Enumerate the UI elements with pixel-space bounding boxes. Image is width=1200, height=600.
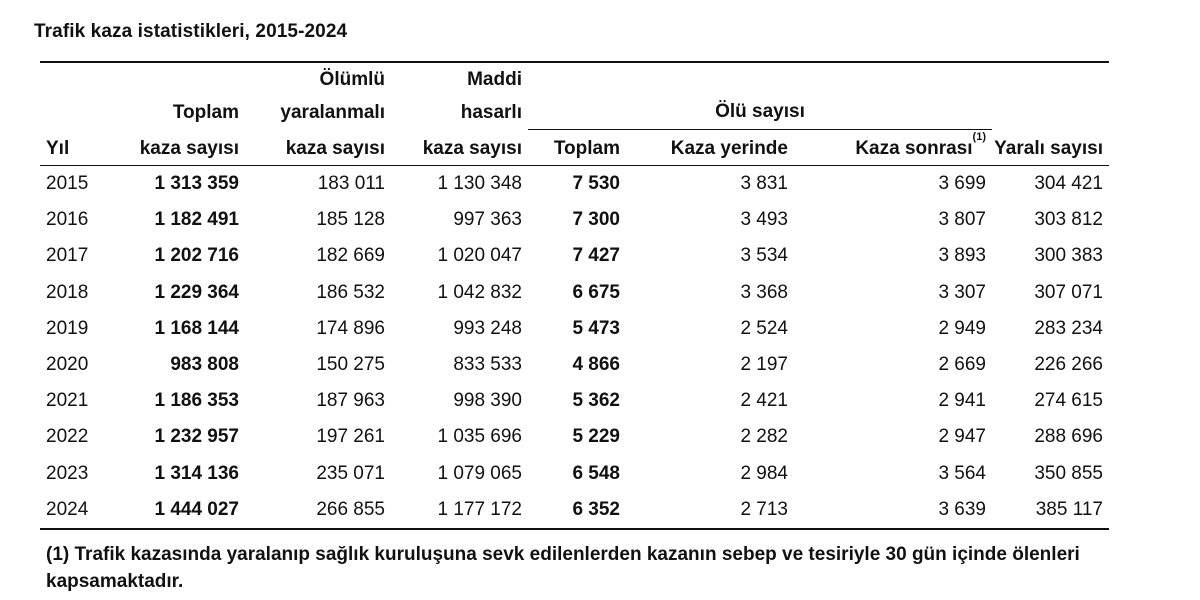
table-row [40,419,1109,455]
cell-total: 1 313 359 [154,173,239,195]
cell-injured: 226 266 [1034,354,1103,376]
cell-fatal: 185 128 [316,209,385,231]
header-fatal-line1: Ölümlü [319,69,385,90]
header-injured: Yaralı sayısı [992,130,1109,166]
cell-damage: 1 020 047 [437,245,522,267]
cell-after: 2 949 [938,317,986,339]
cell-damage: 998 390 [453,390,522,412]
statistics-table-container [40,61,1109,530]
cell-after: 3 564 [938,462,986,484]
cell-year: 2023 [46,462,89,484]
cell-total: 1 182 491 [154,209,239,231]
cell-fatal: 266 855 [245,492,391,529]
cell-after: 3 639 [794,492,992,529]
table-row [40,166,1109,203]
cell-on-site: 2 282 [740,426,788,448]
header-damage-line1: Maddi [467,69,522,90]
cell-after: 2 669 [938,354,986,376]
cell-total: 1 186 353 [154,390,239,412]
header-damage-line2: hasarlı [460,101,522,123]
cell-total: 983 808 [170,354,239,376]
cell-fatal: 235 071 [316,462,385,484]
cell-total: 1 202 716 [154,245,239,267]
cell-injured: 304 421 [1034,173,1103,195]
cell-year: 2019 [46,317,89,339]
cell-fatal: 197 261 [316,426,385,448]
cell-injured: 385 117 [992,492,1109,529]
cell-after: 2 941 [938,390,986,412]
header-total-line1: Toplam [172,101,239,123]
cell-fatal: 187 963 [316,390,385,412]
cell-fatal: 183 011 [317,173,385,195]
table-row [40,492,1109,529]
header-fatal-line2: yaralanmalı [280,101,385,123]
cell-year: 2020 [46,354,89,376]
table-row [40,202,1109,238]
cell-deaths-total: 6 352 [528,492,626,529]
table-body [40,166,1109,529]
cell-on-site: 3 534 [740,245,788,267]
header-year: Yıl [40,130,123,166]
cell-on-site: 3 368 [740,281,788,303]
cell-injured: 288 696 [1034,426,1103,448]
cell-on-site: 2 197 [740,354,788,376]
header-damage-line3: kaza sayısı [391,130,528,166]
cell-total: 1 314 136 [154,462,239,484]
table-row [40,347,1109,383]
footnote: (1) Trafik kazasında yaralanıp sağlık kuruluşuna sevk edilenlerden kazanın sebep ve tesiriyle 30 gün içinde ölenleri kapsamaktadır. [46,544,1080,592]
table-row [40,311,1109,347]
cell-year: 2022 [46,426,89,448]
header-deaths-after-label: Kaza sonrası [855,138,973,159]
cell-year: 2018 [46,281,89,303]
cell-year: 2015 [46,173,89,195]
cell-fatal: 182 669 [316,245,385,267]
cell-on-site: 2 984 [740,462,788,484]
cell-fatal: 150 275 [316,354,385,376]
cell-fatal: 174 896 [316,317,385,339]
cell-on-site: 2 524 [740,317,788,339]
footnote-marker: (1) [972,131,986,143]
header-deaths-total: Toplam [528,130,626,166]
cell-total: 1 232 957 [154,426,239,448]
cell-damage: 1 177 172 [391,492,528,529]
cell-deaths-total: 5 473 [572,317,620,339]
cell-on-site: 2 421 [740,390,788,412]
header-deaths-on-site: Kaza yerinde [626,130,794,166]
cell-injured: 303 812 [1034,209,1103,231]
cell-on-site: 2 713 [626,492,794,529]
cell-year: 2024 [40,492,123,529]
cell-after: 3 807 [938,209,986,231]
cell-injured: 307 071 [1034,281,1103,303]
cell-year: 2017 [46,245,89,267]
header-total-line2: kaza sayısı [123,130,245,166]
cell-damage: 1 035 696 [437,426,522,448]
header-deaths-group: Ölü sayısı [528,95,992,130]
statistics-table [40,61,1109,530]
table-row [40,238,1109,274]
cell-fatal: 186 532 [316,281,385,303]
cell-deaths-total: 7 427 [572,245,620,267]
cell-injured: 283 234 [1034,317,1103,339]
cell-damage: 993 248 [453,317,522,339]
cell-deaths-total: 5 362 [572,390,620,412]
cell-year: 2016 [46,209,89,231]
cell-damage: 1 079 065 [437,462,522,484]
cell-damage: 1 042 832 [437,281,522,303]
table-row [40,383,1109,419]
header-fatal-line3: kaza sayısı [245,130,391,166]
cell-after: 3 699 [938,173,986,195]
header-deaths-after [794,130,992,166]
table-row [40,275,1109,311]
cell-deaths-total: 7 300 [572,209,620,231]
cell-after: 2 947 [938,426,986,448]
table-row [40,456,1109,492]
cell-total: 1 168 144 [154,317,239,339]
cell-deaths-total: 6 548 [572,462,620,484]
cell-total: 1 444 027 [123,492,245,529]
cell-total: 1 229 364 [154,281,239,303]
cell-deaths-total: 4 866 [572,354,620,376]
cell-after: 3 893 [938,245,986,267]
cell-injured: 350 855 [1034,462,1103,484]
cell-damage: 833 533 [453,354,522,376]
cell-deaths-total: 6 675 [572,281,620,303]
cell-injured: 300 383 [1034,245,1103,267]
cell-deaths-total: 5 229 [572,426,620,448]
table-header [40,62,1109,166]
cell-damage: 1 130 348 [437,173,522,195]
table-title: Trafik kaza istatistikleri, 2015-2024 [34,21,348,42]
cell-deaths-total: 7 530 [572,173,620,195]
cell-injured: 274 615 [1034,390,1103,412]
cell-damage: 997 363 [453,209,522,231]
cell-on-site: 3 831 [740,173,788,195]
cell-after: 3 307 [938,281,986,303]
cell-year: 2021 [46,390,89,412]
cell-on-site: 3 493 [740,209,788,231]
